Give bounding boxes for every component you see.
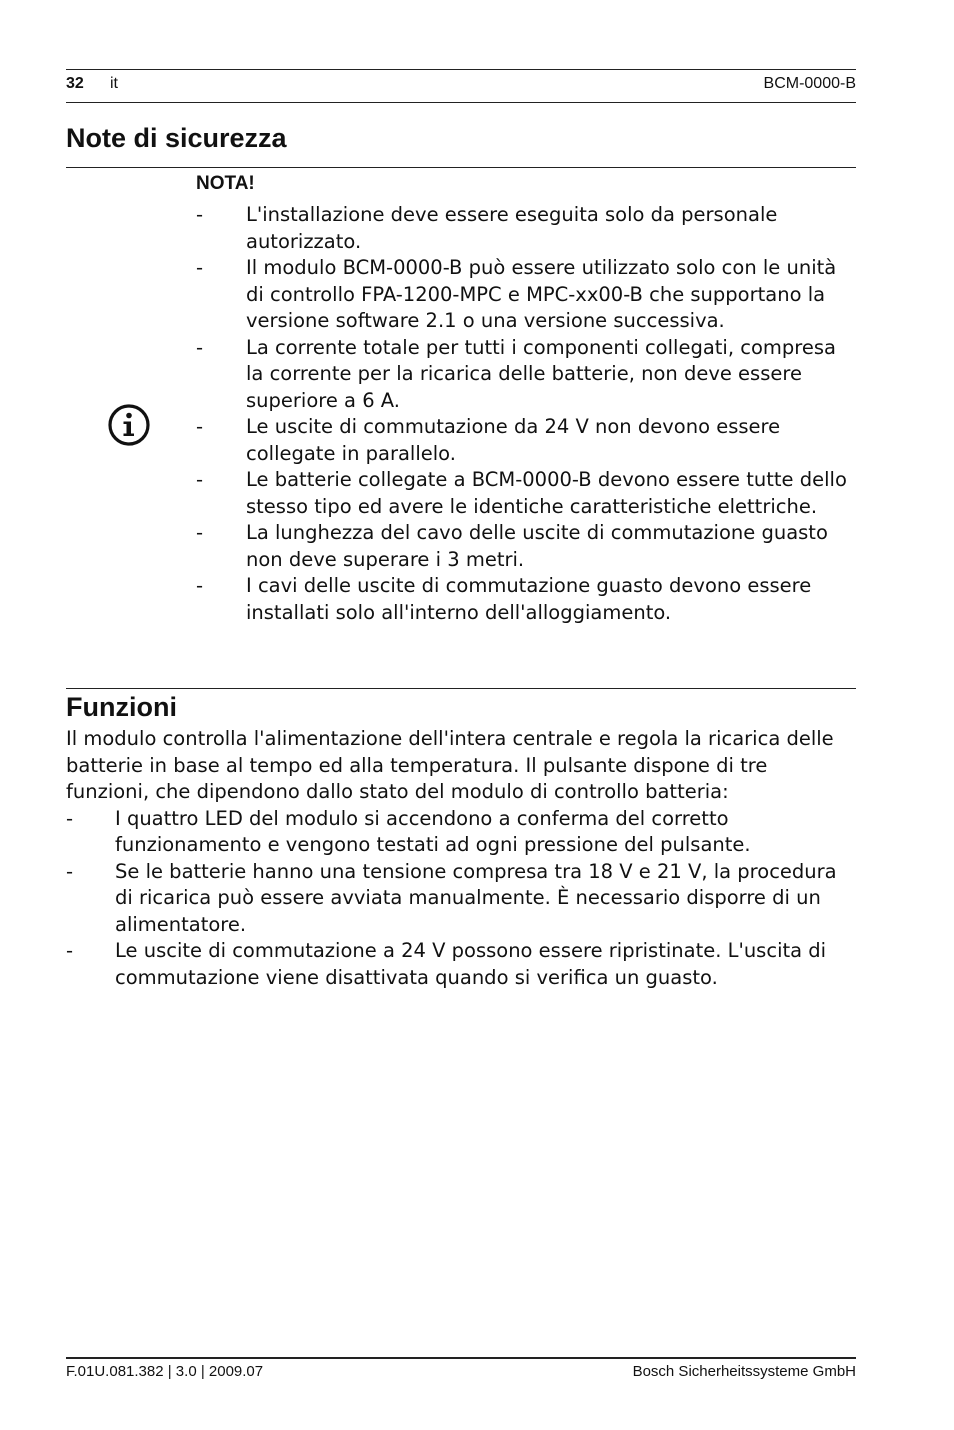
list-item-text: La lunghezza del cavo delle uscite di commutazione guasto non deve superare i 3 metri. — [246, 521, 828, 571]
page-number: 32 — [66, 75, 84, 92]
list-item — [196, 573, 856, 626]
safety-note-box — [66, 167, 856, 689]
note-label: NOTA! — [196, 173, 255, 194]
bullet-dash: - — [66, 939, 74, 962]
list-item — [196, 520, 856, 573]
language-code: it — [110, 75, 118, 92]
list-item-text: Le uscite di commutazione a 24 V possono essere ripristinate. L'uscita di commutazione viene disattivata quando si verifica un guasto. — [115, 939, 827, 989]
list-item-text: Il modulo BCM-0000-B può essere utilizzato solo con le unità di controllo FPA-1200-MPC e MPC-xx00-B che supportano la versione software 2.1 o una versione successiva. — [246, 256, 837, 332]
bullet-dash: - — [196, 415, 204, 438]
safety-heading: Note di sicurezza — [66, 123, 287, 153]
list-item — [66, 938, 856, 991]
bullet-dash: - — [196, 521, 204, 544]
list-item — [196, 202, 856, 255]
document-reference: F.01U.081.382 | 3.0 | 2009.07 — [66, 1363, 264, 1380]
bullet-dash: - — [196, 256, 204, 279]
list-item-text: Le uscite di commutazione da 24 V non devono essere collegate in parallelo. — [246, 415, 781, 465]
bullet-dash: - — [196, 335, 204, 359]
bullet-dash: - — [66, 806, 74, 830]
bullet-dash: - — [196, 574, 204, 597]
bullet-dash: - — [196, 468, 204, 491]
bullet-dash: - — [196, 203, 204, 226]
page-footer — [66, 1357, 856, 1389]
functions-section — [66, 726, 856, 991]
list-item — [196, 414, 856, 467]
list-item-text: I cavi delle uscite di commutazione guasto devono essere installati solo all'interno dell'alloggiamento. — [246, 574, 812, 624]
list-item — [196, 255, 856, 335]
bullet-dash: - — [66, 859, 74, 883]
list-item — [196, 335, 856, 415]
list-item-text: L'installazione deve essere eseguita solo da personale autorizzato. — [246, 203, 778, 253]
list-item-text: La corrente totale per tutti i componenti collegati, compresa la corrente per la ricarica delle batterie, non deve essere superiore a 6 A. — [246, 335, 836, 412]
page-header — [66, 69, 856, 103]
functions-heading: Funzioni — [66, 692, 177, 722]
list-item — [196, 467, 856, 520]
list-item-text: Se le batterie hanno una tensione compresa tra 18 V e 21 V, la procedura di ricarica può essere avviata manualmente. È necessario disporre di un alimentatore. — [115, 859, 837, 936]
functions-list — [66, 806, 856, 992]
safety-list — [196, 202, 856, 626]
product-model: BCM-0000-B — [763, 75, 856, 92]
list-item — [66, 806, 856, 859]
functions-intro: Il modulo controlla l'alimentazione dell'intera centrale e regola la ricarica delle batterie in base al tempo ed alla temperatura. Il pulsante dispone di tre funzioni, che dipendono dallo stato del modulo di controllo batteria: — [66, 727, 834, 803]
list-item-text: I quattro LED del modulo si accendono a conferma del corretto funzionamento e vengono testati ad ogni pressione del pulsante. — [115, 806, 751, 856]
list-item — [66, 859, 856, 939]
list-item-text: Le batterie collegate a BCM-0000-B devono essere tutte dello stesso tipo ed avere le identiche caratteristiche elettriche. — [246, 468, 847, 518]
info-icon — [108, 404, 150, 446]
company-name: Bosch Sicherheitssysteme GmbH — [632, 1363, 856, 1380]
